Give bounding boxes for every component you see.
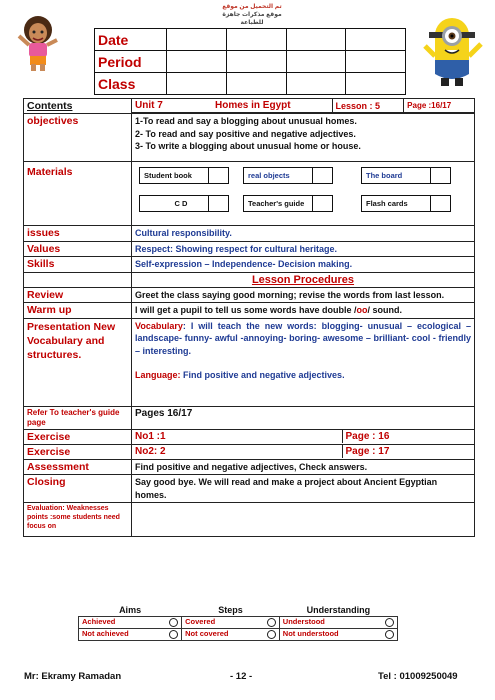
achieved-option[interactable] [79,616,182,628]
aims-header: Aims [79,604,182,616]
period-row [95,51,406,73]
lesson-title: Homes in Egypt [212,99,332,113]
exercise-page: Page : 16 [342,430,474,443]
contents-label: Contents [24,99,132,114]
date-cell[interactable] [226,29,286,51]
checkbox[interactable] [312,196,332,211]
class-row [95,73,406,95]
evaluation-label: Evaluation: Weaknesses points :some students need focus on [24,503,132,537]
period-cell[interactable] [167,51,227,73]
option-label: Understood [282,617,325,626]
material-flash-cards[interactable] [361,195,451,212]
material-label: Flash cards [366,199,408,208]
date-cell[interactable] [167,29,227,51]
option-label: Covered [185,617,216,626]
exercise-number: No1 :1 [135,430,166,442]
assessment-label: Assessment [24,459,132,475]
period-label: Period [95,51,167,73]
empty-cell [24,272,132,287]
closing-label: Closing [24,475,132,503]
values-label: Values [24,241,132,257]
exercise-row-2 [24,444,475,459]
page-range: Page :16/17 [404,99,474,113]
evaluation-text[interactable] [132,503,475,537]
warmup-pre: I will get a pupil to tell us some words have double / [135,305,357,315]
refer-row [24,406,475,429]
option-label: Not covered [185,629,229,638]
skills-label: Skills [24,257,132,273]
exercise-number: No2: 2 [135,445,166,457]
closing-row [24,475,475,503]
exercise-values [132,429,475,444]
checkbox[interactable] [430,196,450,211]
material-label: Student book [144,171,192,180]
vocabulary-label: Vocabulary [135,320,183,331]
evaluation-row [24,503,475,537]
aims-row-negative [79,628,398,640]
class-cell[interactable] [346,73,406,95]
option-label: Not achieved [82,629,129,638]
vocabulary-words: : I will teach the new words: blogging- unusual – ecological – landscape- funny- awful -annoying- boring- awesome – brilliant- cool - friendly – interesting. [135,320,471,356]
class-cell[interactable] [226,73,286,95]
warmup-text [132,303,475,319]
closing-text: Say good bye. We will read and make a project about Ancient Egyptian homes. [132,475,475,503]
presentation-text [132,318,475,406]
teacher-phone: Tel : 01009250049 [378,671,458,682]
materials-label: Materials [24,162,132,226]
skills-row [24,257,475,273]
skills-text: Self-expression – Independence- Decision making. [132,257,475,273]
understood-option[interactable] [279,616,397,628]
procedures-title: Lesson Procedures [132,272,475,287]
aims-steps-table [78,604,398,641]
teacher-name: Mr: Ekramy Ramadan [24,671,122,682]
warmup-sound: oo [356,305,368,315]
warmup-label: Warm up [24,303,132,319]
issues-label: issues [24,226,132,242]
date-label: Date [95,29,167,51]
site-logo: تم التحميل من موقع موقع مذكرات جاهزة للطباعة [222,4,282,26]
assessment-row [24,459,475,475]
language-label: Language: [135,370,181,380]
covered-option[interactable] [182,616,280,628]
checkbox[interactable] [208,196,228,211]
material-label: C D [174,199,188,208]
contents-inner [132,99,474,113]
objective-item: 3- To write a blogging about unusual home or house. [135,141,361,151]
material-the-board[interactable] [361,167,451,184]
period-cell[interactable] [346,51,406,73]
not-covered-option[interactable] [182,628,280,640]
not-achieved-option[interactable] [79,628,182,640]
exercise-inner [132,430,474,443]
checkbox[interactable] [430,168,450,183]
material-label: Teacher's guide [248,199,305,208]
objectives-row [24,114,475,162]
date-cell[interactable] [346,29,406,51]
page-number: - 12 - [230,671,253,682]
checkbox[interactable] [312,168,332,183]
date-row [95,29,406,51]
materials-area [132,162,475,226]
objective-item: 1-To read and say a blogging about unusual homes. [135,116,357,126]
language-content: Find positive and negative adjectives. [180,370,345,380]
date-period-class-table [94,28,406,95]
material-cd[interactable] [139,195,229,212]
lesson-number: Lesson : 5 [332,99,404,113]
objectives-label: objectives [24,114,132,162]
material-label: real objects [248,171,290,180]
presentation-row [24,318,475,406]
option-label: Not understood [282,629,339,638]
option-label: Achieved [82,617,116,626]
review-row [24,287,475,303]
girl-cartoon-image [14,14,62,72]
unit: Unit 7 [132,99,212,113]
class-cell[interactable] [286,73,346,95]
materials-row [24,162,475,226]
exercise-row-1 [24,429,475,444]
radio-circle[interactable] [267,630,276,639]
checkbox[interactable] [208,168,228,183]
values-row [24,241,475,257]
contents-values [132,99,475,114]
radio-circle[interactable] [385,618,394,627]
material-real-objects[interactable] [243,167,333,184]
exercise-values [132,444,475,459]
exercise-page: Page : 17 [342,445,474,458]
class-label: Class [95,73,167,95]
presentation-label: Presentation New Vocabulary and structures. [24,318,132,406]
aims-header-row [79,604,398,616]
procedures-title-row [24,272,475,287]
review-text: Greet the class saying good morning; revise the words from last lesson. [132,287,475,303]
steps-header: Steps [182,604,280,616]
understanding-header: Understanding [279,604,397,616]
issues-text: Cultural responsibility. [132,226,475,242]
period-cell[interactable] [226,51,286,73]
vocabulary-text [135,320,471,358]
refer-label: Refer To teacher's guide page [24,406,132,429]
assessment-text: Find positive and negative adjectives, Check answers. [132,459,475,475]
radio-circle[interactable] [169,630,178,639]
not-understood-option[interactable] [279,628,397,640]
aims-row-positive [79,616,398,628]
values-text: Respect: Showing respect for cultural heritage. [132,241,475,257]
exercise-label: Exercise [24,429,132,444]
material-teachers-guide[interactable] [243,195,333,212]
class-cell[interactable] [167,73,227,95]
material-label: The board [366,171,403,180]
objectives-list [132,114,475,162]
material-student-book[interactable] [139,167,229,184]
lesson-plan-table [23,98,475,537]
radio-circle[interactable] [267,618,276,627]
radio-circle[interactable] [385,630,394,639]
period-cell[interactable] [286,51,346,73]
exercise-label: Exercise [24,444,132,459]
contents-row [24,99,475,114]
exercise-inner [132,445,474,458]
issues-row [24,226,475,242]
review-label: Review [24,287,132,303]
language-text [135,369,471,382]
refer-pages: Pages 16/17 [132,406,475,429]
radio-circle[interactable] [169,618,178,627]
objective-item: 2- To read and say positive and negative adjectives. [135,128,356,139]
warmup-row [24,303,475,319]
minion-cartoon-image [415,6,489,88]
date-cell[interactable] [286,29,346,51]
warmup-post: / sound. [367,305,403,315]
